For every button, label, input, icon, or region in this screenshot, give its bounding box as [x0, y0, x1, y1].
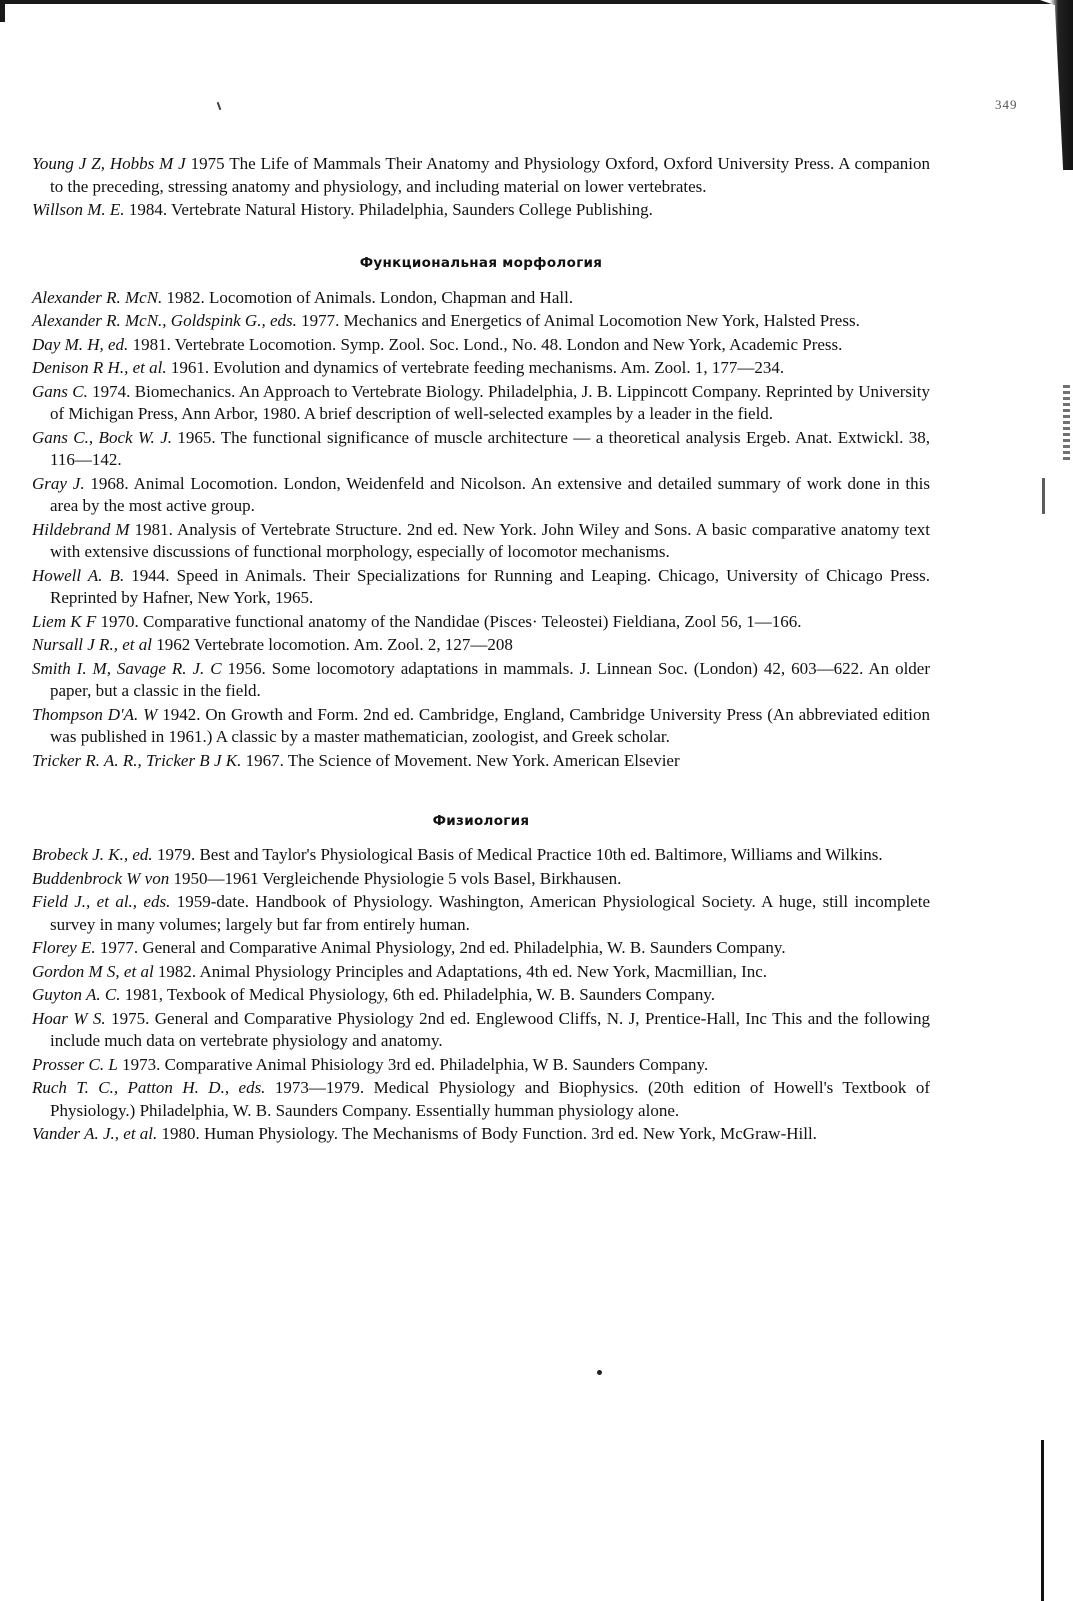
reference-author: Nursall J R., et al	[32, 635, 152, 654]
reference-text: 1982. Animal Physiology Principles and Adaptations, 4th ed. New York, Macmillian, Inc.	[153, 961, 768, 981]
reference-entry	[32, 427, 930, 472]
reference-text: 1974. Biomechanics. An Approach to Vertebrate Biology. Philadelphia, J. B. Lippincott Company. Reprinted by University of Michigan Press, Ann Arbor, 1980. A brief description of well-selected examples by a leader in the field.	[50, 381, 930, 423]
reference-author: Willson M. E.	[32, 200, 125, 219]
reference-author: Liem K F	[32, 611, 97, 631]
reference-author: Buddenbrock W von	[32, 868, 170, 888]
reference-author: Tricker R. A. R., Tricker B J K.	[32, 750, 242, 770]
section-heading-physiology: Физиология	[432, 813, 530, 829]
reference-text: 1956. Some locomotory adaptations in mammals. J. Linnean Soc. (London) 42, 603—622. An older paper, but a classic in the field.	[50, 658, 930, 700]
reference-author: Denison R H., et al.	[32, 358, 167, 377]
section-general	[32, 153, 930, 222]
reference-entry	[32, 199, 930, 222]
reference-author: Gans C.	[32, 381, 88, 401]
reference-text: 1979. Best and Taylor's Physiological Basis of Medical Practice 10th ed. Baltimore, Williams and Wilkins.	[152, 845, 883, 864]
reference-entry	[32, 1123, 930, 1146]
reference-text: 1950—1961 Vergleichende Physiologie 5 vols Basel, Birkhausen.	[169, 868, 622, 888]
reference-text: 1970. Comparative functional anatomy of the Nandidae (Pisces· Teleostei) Fieldiana, Zool 56, 1—166.	[96, 611, 802, 631]
reference-text: 1981. Vertebrate Locomotion. Symp. Zool. Soc. Lond., No. 48. London and New York, Academic Press.	[128, 334, 843, 354]
section-morphology	[32, 287, 930, 773]
bibliography	[32, 153, 930, 1147]
reference-text: 1975 The Life of Mammals Their Anatomy and Physiology Oxford, Oxford University Press. A companion to the preceding, stressing anatomy and physiology, and including material on lower vertebrates.	[50, 154, 930, 196]
reference-entry	[32, 565, 930, 610]
reference-author: Hildebrand M	[32, 519, 130, 539]
reference-text: 1965. The functional significance of muscle architecture — a theoretical analysis Ergeb. Anat. Extwickl. 38, 116—142.	[50, 427, 930, 469]
reference-text: 1981, Texbook of Medical Physiology, 6th ed. Philadelphia, W. B. Saunders Company.	[120, 985, 716, 1004]
reference-entry	[32, 891, 930, 936]
scan-speck	[217, 102, 222, 110]
reference-entry	[32, 658, 930, 703]
reference-entry	[32, 473, 930, 518]
reference-entry	[32, 961, 930, 984]
reference-entry	[32, 1077, 930, 1122]
reference-text: 1962 Vertebrate locomotion. Am. Zool. 2, 127—208	[151, 635, 513, 654]
reference-entry	[32, 519, 930, 564]
reference-entry	[32, 984, 930, 1007]
reference-entry	[32, 310, 930, 333]
reference-author: Gans C., Bock W. J.	[32, 427, 173, 447]
reference-text: 1984. Vertebrate Natural History. Philadelphia, Saunders College Publishing.	[124, 200, 653, 219]
reference-author: Florey E.	[32, 938, 96, 957]
reference-author: Field J., et al., eds.	[32, 892, 171, 911]
reference-entry	[32, 287, 930, 310]
reference-entry	[32, 937, 930, 960]
reference-text: 1968. Animal Locomotion. London, Weidenfeld and Nicolson. An extensive and detailed summary of work done in this area by the most active group.	[50, 473, 930, 515]
reference-entry	[32, 357, 930, 380]
reference-entry	[32, 334, 930, 357]
scan-margin-mark	[1063, 385, 1070, 460]
reference-text: 1977. Mechanics and Energetics of Animal Locomotion New York, Halsted Press.	[296, 311, 860, 330]
section-physiology	[32, 844, 930, 1146]
reference-text: 1961. Evolution and dynamics of vertebrate feeding mechanisms. Am. Zool. 1, 177—234.	[166, 358, 785, 377]
reference-author: Smith I. M, Savage R. J. C	[32, 658, 222, 678]
scan-speck	[597, 1370, 602, 1375]
reference-author: Ruch T. C., Patton H. D., eds.	[32, 1078, 266, 1097]
scan-page-fold	[1040, 0, 1073, 170]
reference-text: 1975. General and Comparative Physiology 2nd ed. Englewood Cliffs, N. J, Prentice-Hall, Inc This and the following include much data on vertebrate physiology and anatomy.	[50, 1008, 930, 1050]
reference-text: 1982. Locomotion of Animals. London, Chapman and Hall.	[162, 287, 574, 307]
reference-text: 1973. Comparative Animal Phisiology 3rd ed. Philadelphia, W B. Saunders Company.	[117, 1054, 709, 1074]
reference-entry	[32, 1054, 930, 1077]
reference-text: 1942. On Growth and Form. 2nd ed. Cambridge, England, Cambridge University Press (An abbreviated edition was published in 1961.) A classic by a master mathematician, zoologist, and Greek scholar.	[50, 704, 930, 746]
scan-edge-bottom-right	[1041, 1440, 1044, 1601]
reference-author: Howell A. B.	[32, 565, 125, 585]
scan-edge-top	[0, 0, 1073, 4]
reference-text: 1967. The Science of Movement. New York. American Elsevier	[241, 750, 680, 770]
reference-author: Prosser C. L	[32, 1054, 118, 1074]
reference-author: Day M. H, ed.	[32, 334, 129, 354]
reference-entry	[32, 1008, 930, 1053]
scan-margin-mark	[1042, 478, 1045, 514]
section-heading-morphology: Функциональная морфология	[359, 254, 603, 271]
reference-author: Guyton A. C.	[32, 985, 121, 1004]
scan-edge-corner	[0, 0, 5, 22]
reference-author: Thompson D'A. W	[32, 704, 158, 724]
reference-entry	[32, 750, 930, 773]
reference-author: Hoar W S.	[32, 1008, 106, 1028]
reference-author: Alexander R. McN., Goldspink G., eds.	[32, 311, 297, 330]
reference-text: 1973—1979. Medical Physiology and Biophysics. (20th edition of Howell's Textbook of Physiology.) Philadelphia, W. B. Saunders Company. Essentially humman physiology alone.	[50, 1078, 930, 1120]
reference-author: Alexander R. McN.	[32, 287, 163, 307]
reference-author: Vander A. J., et al.	[32, 1124, 158, 1143]
reference-entry	[32, 634, 930, 657]
reference-author: Gray J.	[32, 473, 85, 493]
reference-entry	[32, 611, 930, 634]
reference-entry	[32, 868, 930, 891]
reference-text: 1980. Human Physiology. The Mechanisms of Body Function. 3rd ed. New York, McGraw-Hill.	[157, 1124, 817, 1143]
reference-entry	[32, 153, 930, 198]
reference-author: Brobeck J. K., ed.	[32, 845, 153, 864]
reference-text: 1981. Analysis of Vertebrate Structure. 2nd ed. New York. John Wiley and Sons. A basic comparative anatomy text with extensive discussions of functional morphology, especially of locomotor mechanisms.	[50, 519, 930, 561]
reference-entry	[32, 381, 930, 426]
reference-entry	[32, 704, 930, 749]
reference-text: 1959-date. Handbook of Physiology. Washington, American Physiological Society. A huge, still incomplete survey in many volumes; largely but far from entirely human.	[50, 892, 930, 934]
reference-author: Gordon M S, et al	[32, 961, 154, 981]
reference-author: Young J Z, Hobbs M J	[32, 154, 186, 173]
reference-text: 1944. Speed in Animals. Their Specializations for Running and Leaping. Chicago, University of Chicago Press. Reprinted by Hafner, New York, 1965.	[50, 565, 930, 607]
page-number: 349	[995, 97, 1018, 112]
reference-entry	[32, 844, 930, 867]
reference-text: 1977. General and Comparative Animal Physiology, 2nd ed. Philadelphia, W. B. Saunders Company.	[95, 938, 786, 957]
